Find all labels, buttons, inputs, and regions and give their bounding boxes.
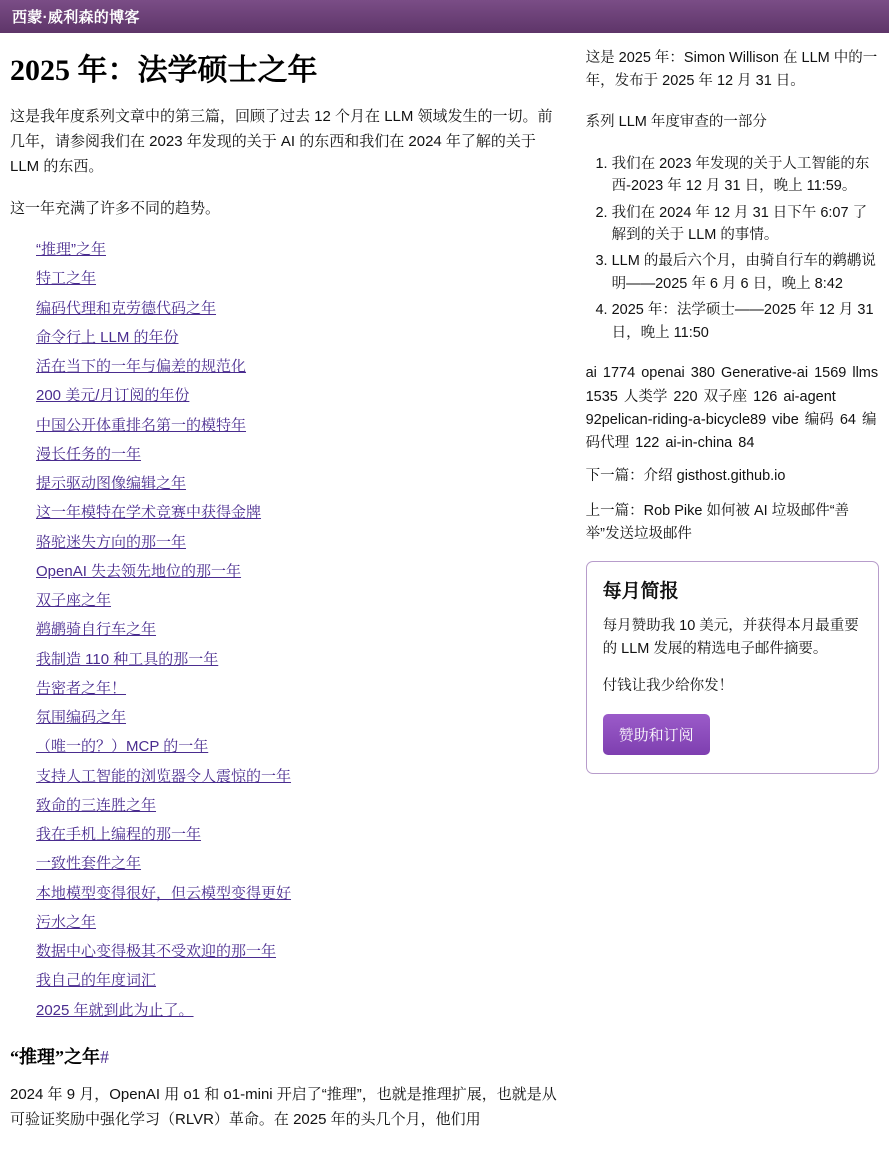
toc-link[interactable]: OpenAI 失去领先地位的那一年 [36, 562, 242, 580]
list-item [36, 416, 560, 436]
section-body-paragraph: 2024 年 9 月，OpenAI 用 o1 和 o1-mini 开启了“推理”，也就是推理扩展，也就是从可验证奖励中强化学习（RLVR）革命。在 2025 年的头几个月，他们用 [10, 1085, 557, 1128]
sidebar [586, 33, 879, 774]
list-item [36, 620, 560, 640]
toc-link[interactable]: 200 美元/月订阅的年份 [36, 387, 190, 405]
toc-link[interactable]: 活在当下的一年与偏差的规范化 [36, 358, 247, 375]
toc-link[interactable]: 鹈鹕骑自行车之年 [36, 621, 157, 639]
list-item [36, 825, 560, 845]
list-item [36, 562, 560, 582]
toc-link[interactable]: 本地模型变得很好，但云模型变得更好 [36, 884, 292, 902]
newsletter-description: 每月赞助我 10 美元，并获得本月最重要的 LLM 发展的精选电子邮件摘要。 [602, 617, 859, 657]
page-layout [0, 33, 889, 1150]
toc-link[interactable]: 数据中心变得极其不受欢迎的那一年 [36, 943, 277, 960]
list-item[interactable]: 3. LLM 的最后六个月，由骑自行车的鹈鹕说明——2025 年 6 月 6 日，晚上 8:42 [612, 250, 879, 295]
list-item [36, 591, 560, 611]
list-item [36, 942, 560, 962]
list-item [36, 503, 560, 523]
toc-link[interactable]: 这一年模特在学术竞赛中获得金牌 [36, 504, 262, 522]
site-title[interactable]: 西蒙·威利森的博客 [12, 9, 140, 26]
next-post-link[interactable]: 下一篇：介绍 gisthost.github.io [585, 468, 786, 485]
toc-link[interactable]: 骆驼迷失方向的那一年 [36, 533, 187, 551]
list-item [36, 796, 560, 816]
newsletter-cta-text: 付钱让我少给你发！ [602, 678, 734, 694]
toc-link[interactable]: 污水之年 [36, 913, 97, 931]
list-item [36, 269, 560, 289]
list-item [36, 708, 560, 728]
toc-link[interactable]: 我在手机上编程的那一年 [36, 826, 202, 843]
toc-link[interactable]: 命令行上 LLM 的年份 [36, 328, 179, 346]
toc-link[interactable]: 漫长任务的一年 [36, 445, 142, 463]
byline: 这是 2025 年：Simon Willison 在 LLM 中的一年，发布于 2025 年 12 月 31 日。 [585, 50, 878, 90]
list-item [36, 299, 560, 319]
page-title: 2025 年：法学硕士之年 [10, 54, 318, 87]
toc-link[interactable]: 氛围编码之年 [36, 709, 127, 726]
list-item [36, 650, 560, 670]
list-item[interactable]: 2. 我们在 2024 年 12 月 31 日下午 6:07 了解到的关于 LLM 的事情。 [612, 202, 879, 247]
list-item [36, 913, 560, 933]
toc-link[interactable]: 双子座之年 [36, 592, 112, 609]
intro-paragraph-2: 这一年充满了许多不同的趋势。 [10, 200, 221, 218]
list-item [36, 854, 560, 874]
list-item[interactable]: 1. 我们在 2023 年发现的关于人工智能的东西-2023 年 12 月 31 日，晚上 11:59。 [612, 153, 879, 198]
toc-link[interactable]: 告密者之年！ [36, 679, 127, 697]
newsletter-box [586, 561, 879, 775]
list-item [36, 1001, 560, 1021]
site-header [0, 0, 889, 33]
list-item [36, 240, 560, 260]
list-item [36, 386, 560, 406]
tag-cloud[interactable]: ai 1774 openai 380 Generative-ai 1569 llms 1535 人类学 220 双子座 126 ai-agent 92pelican-riding-a-bicycle89 vibe 编码 64 编码代理 122 ai-in-china 84 [585, 365, 879, 451]
toc-link[interactable]: 一致性套件之年 [36, 855, 142, 873]
list-item [36, 767, 560, 787]
list-item [36, 328, 560, 348]
section-heading [10, 1043, 560, 1069]
list-item [36, 445, 560, 465]
toc-link[interactable]: 特工之年 [36, 270, 97, 288]
main-content [10, 33, 568, 1150]
toc-link[interactable]: 中国公开体重排名第一的模特年 [36, 416, 247, 434]
table-of-contents [10, 240, 560, 1021]
list-item [36, 737, 560, 757]
list-item [36, 357, 560, 377]
list-item [36, 884, 560, 904]
toc-link[interactable]: 支持人工智能的浏览器令人震惊的一年 [36, 767, 292, 785]
intro-paragraph-1: 这是我年度系列文章中的第三篇，回顾了过去 12 个月在 LLM 领域发生的一切。前几年，请参阅我们在 2023 年发现的关于 AI 的东西和我们在 2024 年了解的关于 LLM 的东西。 [10, 108, 553, 175]
list-item[interactable]: 4. 2025 年：法学硕士——2025 年 12 月 31 日，晚上 11:50 [612, 299, 879, 344]
toc-link[interactable]: 我制造 110 种工具的那一年 [36, 650, 219, 668]
section-heading-text: “推理”之年 [10, 1046, 100, 1067]
previous-post-link[interactable]: 上一篇：Rob Pike 如何被 AI 垃圾邮件“善举”发送垃圾邮件 [585, 503, 850, 543]
list-item [36, 474, 560, 494]
list-item [36, 679, 560, 699]
toc-link[interactable]: 2025 年就到此为止了。 [36, 1001, 194, 1019]
sponsor-subscribe-button[interactable]: 赞助和订阅 [603, 714, 710, 755]
list-item [36, 971, 560, 991]
newsletter-title: 每月简报 [602, 580, 679, 602]
toc-link[interactable]: （唯一的？）MCP 的一年 [36, 738, 209, 756]
toc-link[interactable]: 提示驱动图像编辑之年 [36, 475, 187, 492]
section-anchor-link[interactable]: # [100, 1046, 109, 1067]
toc-link[interactable]: “推理”之年 [36, 241, 106, 258]
series-label: 系列 LLM 年度审查的一部分 [585, 114, 767, 131]
toc-link[interactable]: 致命的三连胜之年 [36, 796, 157, 814]
series-list [586, 153, 879, 345]
list-item [36, 533, 560, 553]
toc-link[interactable]: 编码代理和克劳德代码之年 [36, 299, 217, 317]
toc-link[interactable]: 我自己的年度词汇 [36, 972, 157, 990]
